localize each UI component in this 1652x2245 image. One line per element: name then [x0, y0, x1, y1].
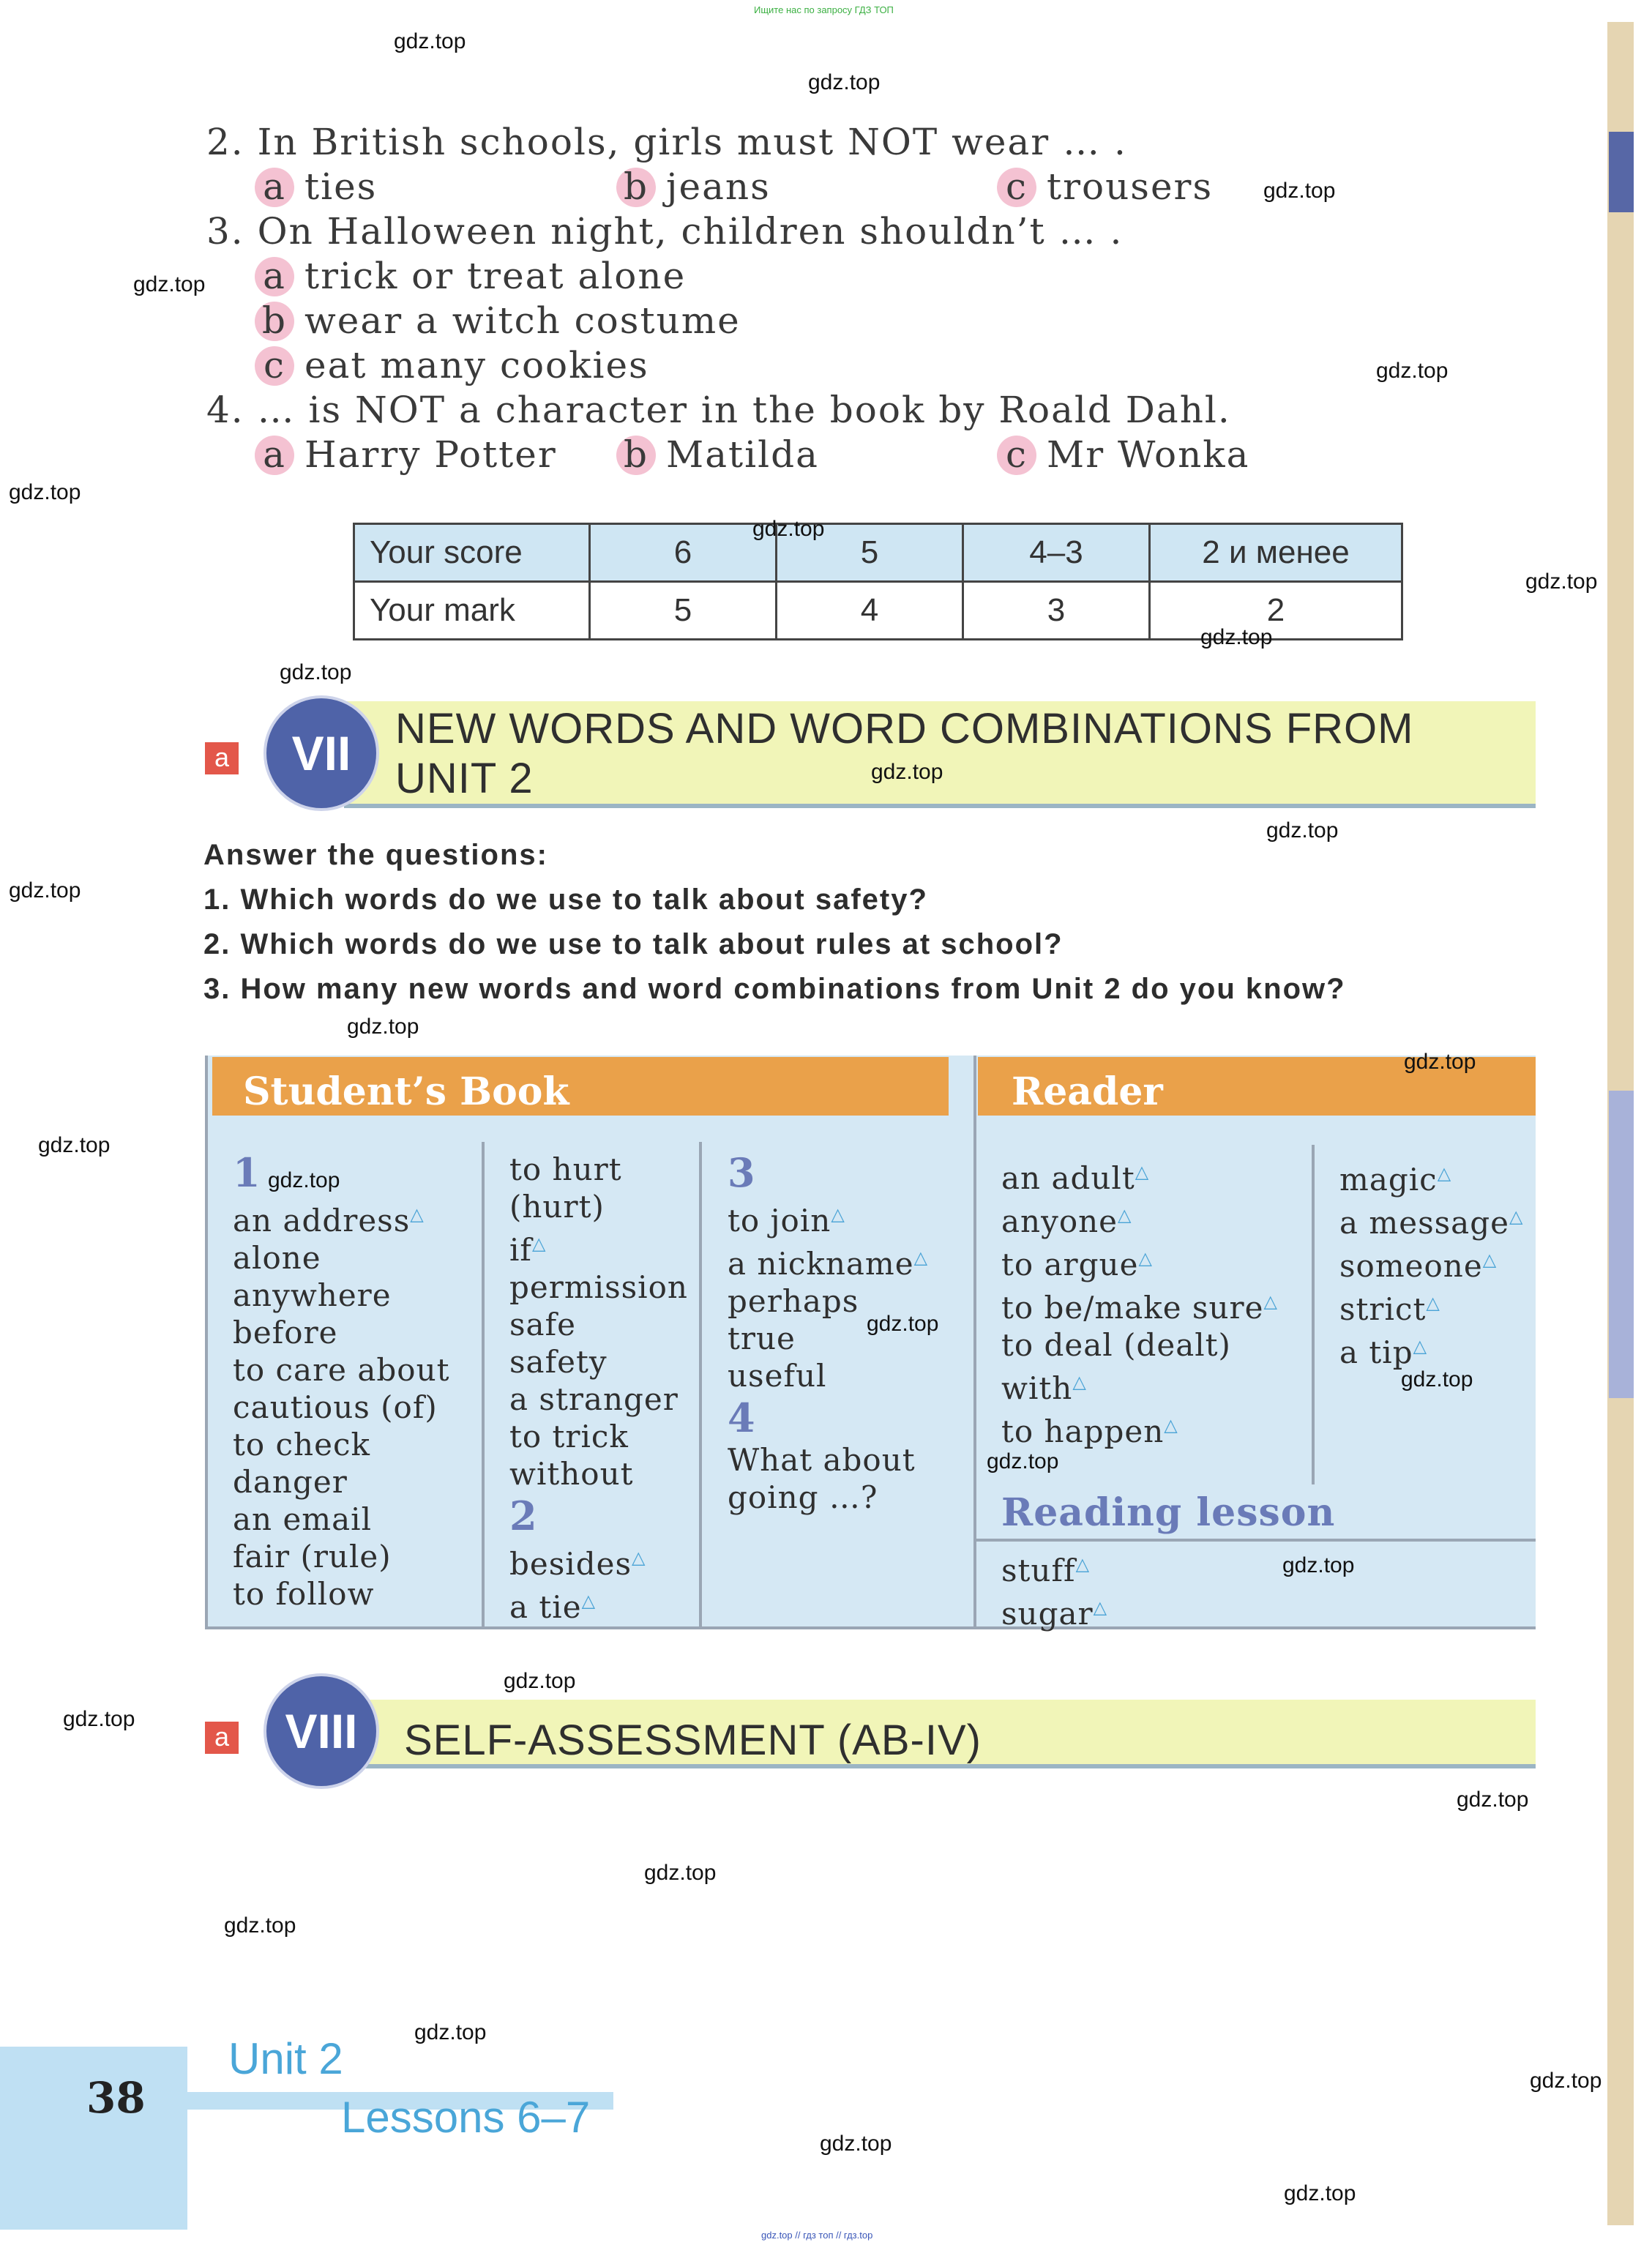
table-cell: 4 — [777, 582, 963, 640]
word-item: to happen△ — [1001, 1413, 1178, 1449]
word-item: a nickname△ — [728, 1246, 929, 1282]
watermark: gdz.top — [1525, 569, 1598, 594]
table-cell: Your score — [354, 524, 590, 582]
watermark: gdz.top — [38, 1133, 111, 1157]
triangle-marker-icon: △ — [1164, 1415, 1178, 1435]
triangle-marker-icon: △ — [1072, 1372, 1087, 1392]
word-item: to care about — [233, 1352, 450, 1388]
word-item: cautious (of) — [233, 1389, 438, 1425]
word-item: anyone△ — [1001, 1203, 1132, 1239]
word-item: to join△ — [728, 1203, 845, 1239]
word-item: alone — [233, 1240, 321, 1276]
word-item: an email — [233, 1501, 373, 1537]
reader-header: Reader — [978, 1057, 1536, 1116]
column-divider — [1312, 1145, 1315, 1484]
quiz-option: c eat many cookies — [255, 344, 649, 386]
quiz-option: c Mr Wonka — [997, 433, 1249, 476]
word-item: to be/make sure△ — [1001, 1290, 1278, 1326]
word-item: to deal (dealt) — [1001, 1327, 1231, 1363]
quiz-option: b Matilda — [616, 433, 819, 476]
triangle-marker-icon: △ — [831, 1204, 845, 1225]
watermark: gdz.top — [1404, 1050, 1476, 1074]
score-row — [354, 524, 1402, 582]
triangle-marker-icon: △ — [1482, 1249, 1498, 1270]
question: 1. Which words do we use to talk about safety? — [203, 884, 928, 916]
divider — [973, 1539, 1536, 1542]
edge-tab — [1609, 1091, 1634, 1398]
triangle-marker-icon: △ — [632, 1547, 646, 1568]
watermark: gdz.top — [280, 660, 352, 684]
triangle-marker-icon: △ — [1135, 1162, 1150, 1182]
group-number: 2 — [509, 1493, 538, 1539]
section-underline — [344, 804, 1536, 808]
triangle-marker-icon: △ — [913, 1247, 929, 1268]
panel-border — [973, 1056, 976, 1629]
word-column — [1339, 1155, 1523, 1371]
word-item: to hurt — [509, 1151, 622, 1187]
section-number: VIII — [264, 1673, 379, 1789]
watermark: gdz.top — [133, 272, 206, 296]
word-item: before — [233, 1315, 338, 1351]
word-item: true — [728, 1321, 796, 1356]
prompt: Answer the questions: — [203, 839, 548, 871]
watermark: gdz.top — [394, 29, 466, 53]
quiz-option: c trousers — [997, 165, 1213, 208]
watermark: gdz.top — [9, 878, 81, 903]
watermark: gdz.top — [268, 1168, 340, 1192]
triangle-marker-icon: △ — [1437, 1163, 1452, 1184]
watermark: gdz.top — [224, 1913, 296, 1938]
word-item: What about — [728, 1442, 916, 1478]
word-item: magic△ — [1339, 1162, 1452, 1198]
watermark: gdz.top — [644, 1861, 717, 1885]
quiz-option: a trick or treat alone — [255, 255, 686, 297]
word-item: someone△ — [1339, 1248, 1498, 1284]
watermark: gdz.top — [867, 1312, 939, 1336]
word-item: without — [509, 1456, 634, 1492]
question: 3. How many new words and word combinations from Unit 2 do you know? — [203, 973, 1346, 1005]
watermark: gdz.top — [1457, 1788, 1529, 1812]
panel-border — [205, 1056, 208, 1629]
students-book-header: Student’s Book — [212, 1057, 949, 1116]
word-item: a tip△ — [1339, 1334, 1428, 1370]
section-title: SELF-ASSESSMENT (AB-IV) — [404, 1717, 982, 1764]
watermark: gdz.top — [504, 1669, 576, 1693]
watermark: gdz.top — [1530, 2069, 1602, 2093]
word-item: with△ — [1001, 1370, 1087, 1406]
word-item: a tie△ — [509, 1589, 597, 1625]
word-item: permission — [509, 1269, 688, 1305]
watermark: gdz.top — [808, 70, 881, 94]
triangle-marker-icon: △ — [531, 1233, 547, 1254]
word-item: an address△ — [233, 1203, 425, 1239]
word-item: to trick — [509, 1419, 629, 1454]
word-item: strict△ — [1339, 1291, 1440, 1327]
word-item: sugar△ — [1001, 1596, 1108, 1632]
quiz-question: 4. … is NOT a character in the book by Roald Dahl. — [206, 389, 1231, 431]
word-item: an adult△ — [1001, 1160, 1150, 1196]
word-item: (hurt) — [509, 1189, 605, 1225]
quiz-question: 2. In British schools, girls must NOT wear … . — [206, 121, 1127, 163]
section-number: VII — [264, 695, 379, 811]
activity-a-icon: a — [205, 742, 239, 774]
word-item: danger — [233, 1464, 348, 1500]
word-item: a message△ — [1339, 1205, 1524, 1241]
watermark: gdz.top — [1282, 1553, 1355, 1577]
bottom-note: gdz.top // гдз топ // гдз.top — [761, 2230, 873, 2241]
group-number: 3 — [728, 1149, 756, 1196]
table-cell: 2 — [1150, 582, 1402, 640]
table-cell: 2 и менее — [1150, 524, 1402, 582]
section-title: NEW WORDS AND WORD COMBINATIONS FROM UNIT 2 — [395, 705, 1414, 802]
word-item: safe — [509, 1307, 576, 1342]
table-cell: 3 — [963, 582, 1150, 640]
watermark: gdz.top — [1401, 1367, 1473, 1392]
triangle-marker-icon: △ — [1138, 1248, 1153, 1269]
question: 2. Which words do we use to talk about rules at school? — [203, 928, 1064, 960]
panel-border — [205, 1626, 973, 1629]
word-column — [1001, 1546, 1107, 1632]
word-item: to argue△ — [1001, 1247, 1153, 1282]
word-item: going …? — [728, 1479, 878, 1515]
triangle-marker-icon: △ — [410, 1204, 425, 1225]
lessons-label: Lessons 6–7 — [341, 2093, 591, 2142]
watermark: gdz.top — [752, 517, 825, 541]
watermark: gdz.top — [987, 1449, 1059, 1473]
watermark: gdz.top — [1263, 179, 1336, 203]
watermark: gdz.top — [1200, 625, 1273, 649]
column-divider — [482, 1142, 485, 1629]
word-item: fair (rule) — [233, 1539, 392, 1575]
watermark: gdz.top — [871, 760, 943, 784]
triangle-marker-icon: △ — [1075, 1554, 1091, 1575]
watermark: gdz.top — [820, 2132, 892, 2156]
word-item: to follow — [233, 1576, 375, 1612]
group-number: 4 — [728, 1394, 756, 1441]
table-cell: 4–3 — [963, 524, 1150, 582]
score-table — [353, 523, 1403, 640]
word-column — [509, 1151, 688, 1626]
word-column — [1001, 1154, 1278, 1450]
triangle-marker-icon: △ — [1426, 1293, 1440, 1313]
table-cell: 5 — [777, 524, 963, 582]
group-number: 1 — [233, 1149, 261, 1196]
watermark: gdz.top — [1376, 359, 1449, 383]
word-item: besides△ — [509, 1546, 646, 1582]
page-number: 38 — [86, 2073, 146, 2123]
table-cell: 5 — [590, 582, 777, 640]
word-item: to check — [233, 1427, 370, 1463]
watermark: gdz.top — [414, 2020, 487, 2044]
quiz-option: b jeans — [616, 165, 771, 208]
word-column — [233, 1149, 450, 1613]
unit-label: Unit 2 — [228, 2034, 343, 2083]
word-item: if△ — [509, 1232, 547, 1268]
watermark: gdz.top — [9, 480, 81, 504]
table-cell: Your mark — [354, 582, 590, 640]
quiz-option: a ties — [255, 165, 377, 208]
column-divider — [699, 1142, 702, 1629]
triangle-marker-icon: △ — [1093, 1597, 1108, 1618]
watermark: gdz.top — [1266, 818, 1339, 843]
watermark: gdz.top — [347, 1015, 419, 1039]
reading-lesson-title: Reading lesson — [1001, 1490, 1336, 1535]
word-item: anywhere — [233, 1277, 392, 1313]
quiz-question: 3. On Halloween night, children shouldn’t … . — [206, 210, 1124, 253]
quiz-option: b wear a witch costume — [255, 299, 741, 342]
triangle-marker-icon: △ — [581, 1591, 597, 1611]
word-item: stuff△ — [1001, 1553, 1091, 1588]
triangle-marker-icon: △ — [1413, 1336, 1428, 1356]
top-note: Ищите нас по запросу ГДЗ ТОП — [754, 4, 894, 15]
edge-tab — [1609, 132, 1634, 212]
word-item: a stranger — [509, 1381, 679, 1417]
quiz-option: a Harry Potter — [255, 433, 557, 476]
word-item: safety — [509, 1344, 608, 1380]
watermark: gdz.top — [63, 1707, 135, 1731]
triangle-marker-icon: △ — [1509, 1206, 1524, 1227]
activity-a-icon: a — [205, 1722, 239, 1754]
table-cell: 6 — [590, 524, 777, 582]
triangle-marker-icon: △ — [1263, 1291, 1278, 1312]
watermark: gdz.top — [1284, 2181, 1356, 2205]
word-item: perhaps — [728, 1283, 859, 1319]
word-item: useful — [728, 1358, 827, 1394]
triangle-marker-icon: △ — [1118, 1205, 1132, 1225]
